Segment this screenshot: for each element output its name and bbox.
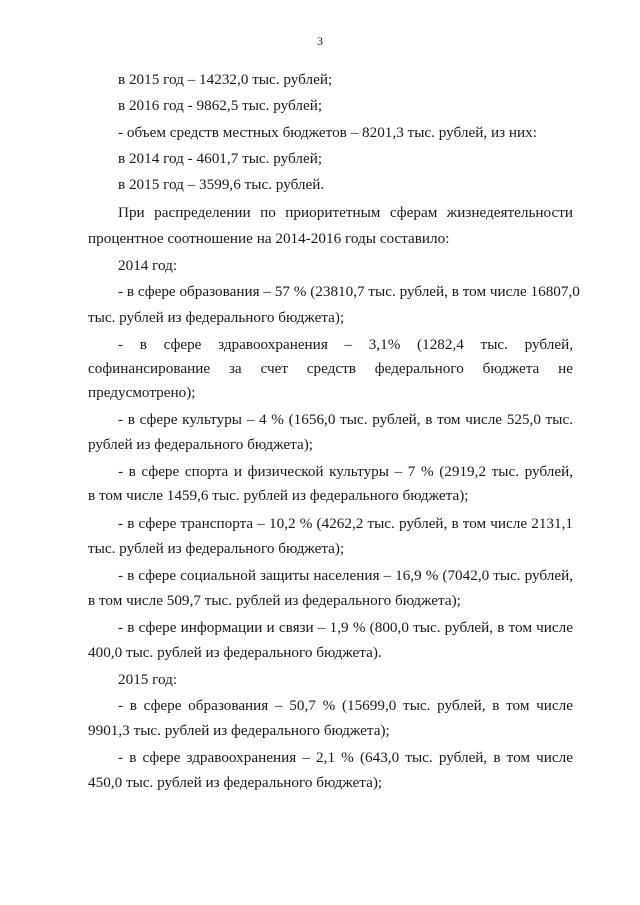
text-line: - в сфере культуры – 4 % (1656,0 тыс. рублей, в том числе 525,0 тыс. [118,411,573,428]
text-line: - в сфере информации и связи – 1,9 % (800,0 тыс. рублей, в том числе [118,619,573,636]
text-line: - в сфере транспорта – 10,2 % (4262,2 тыс. рублей, в том числе 2131,1 [118,515,573,532]
text-line: 450,0 тыс. рублей из федерального бюджета); [88,774,383,791]
text-line: софинансирование за счет средств федерального бюджета не [88,360,573,377]
text-line: - в сфере образования – 57 % (23810,7 тыс. рублей, в том числе 16807,0 [118,283,580,300]
text-line: - в сфере здравоохранения – 2,1 % (643,0 тыс. рублей, в том числе [118,749,573,766]
text-line: в том числе 509,7 тыс. рублей из федерального бюджета); [88,592,461,609]
text-line: - объем средств местных бюджетов – 8201,3 тыс. рублей, из них: [118,124,537,141]
text-line: в 2014 год - 4601,7 тыс. рублей; [118,150,323,167]
text-line: в 2015 год – 14232,0 тыс. рублей; [118,71,333,88]
text-line: процентное соотношение на 2014-2016 годы составило: [88,230,450,247]
text-line: тыс. рублей из федерального бюджета); [88,540,345,557]
section-year-heading: 2015 год: [118,671,178,688]
text-line: - в сфере образования – 50,7 % (15699,0 тыс. рублей, в том числе [118,697,573,714]
text-line: рублей из федерального бюджета); [88,436,313,453]
text-line: 400,0 тыс. рублей из федерального бюджета). [88,644,382,661]
text-line: в 2016 год - 9862,5 тыс. рублей; [118,97,323,114]
text-line: в том числе 1459,6 тыс. рублей из федерального бюджета); [88,487,469,504]
text-line: 9901,3 тыс. рублей из федерального бюджета); [88,722,390,739]
text-line: - в сфере социальной защиты населения – 16,9 % (7042,0 тыс. рублей, [118,567,573,584]
text-line: - в сфере здравоохранения – 3,1% (1282,4 тыс. рублей, [118,336,573,353]
text-line: в 2015 год – 3599,6 тыс. рублей. [118,176,325,193]
page-number: 3 [317,34,323,48]
text-line: тыс. рублей из федерального бюджета); [88,309,345,326]
section-year-heading: 2014 год: [118,257,178,274]
text-line: - в сфере спорта и физической культуры – 7 % (2919,2 тыс. рублей, [118,463,573,480]
text-line: предусмотрено); [88,384,196,401]
paragraph-first-line: При распределении по приоритетным сферам жизнедеятельности [118,204,573,221]
